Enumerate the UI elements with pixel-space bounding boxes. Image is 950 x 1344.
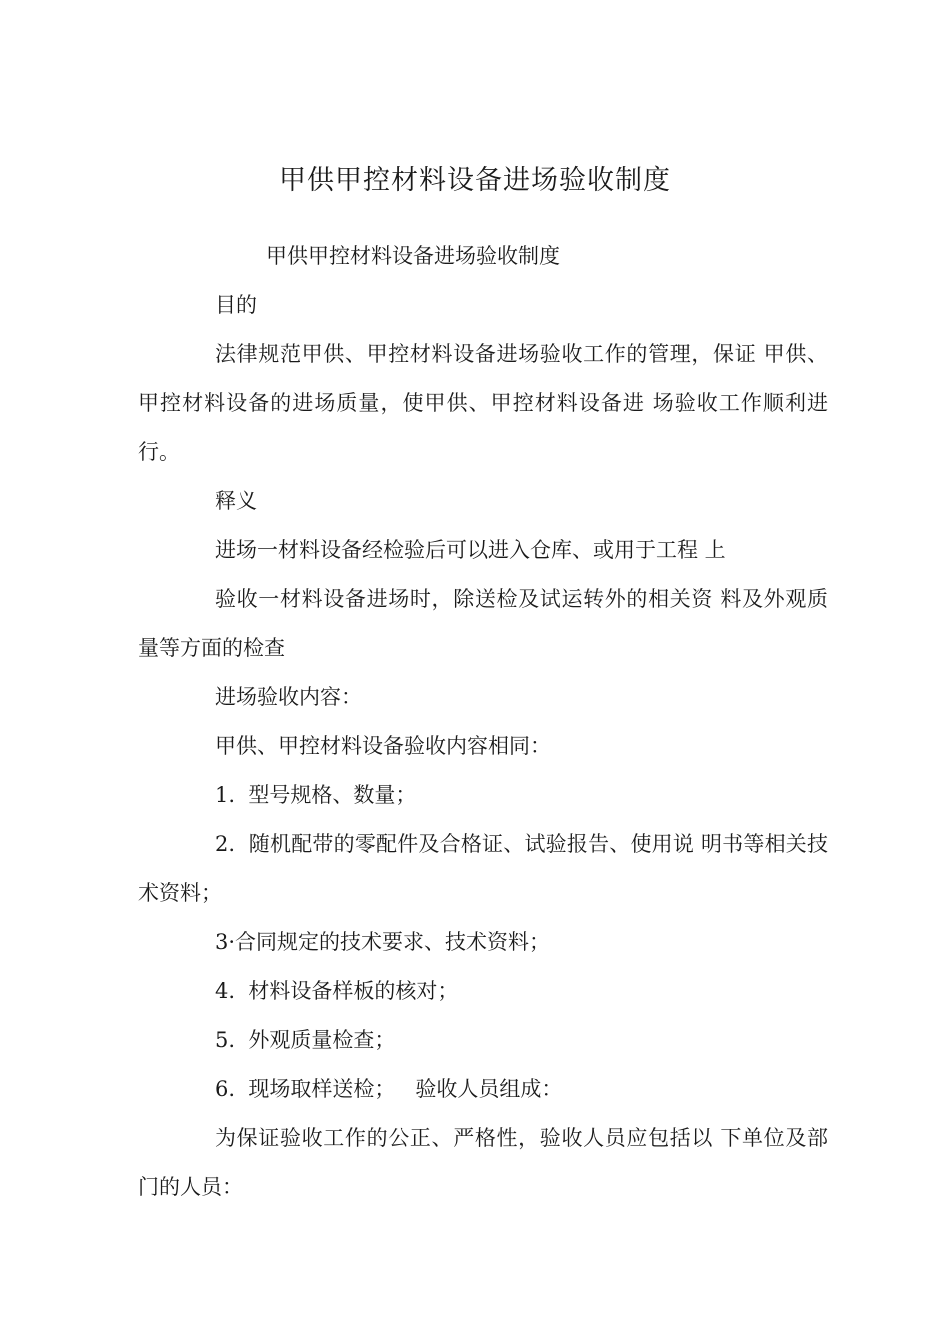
document-body <box>138 232 828 1212</box>
definition-acceptance: 验收一材料设备进场时，除送检及试运转外的相关资 料及外观质量等方面的检查 <box>138 587 828 660</box>
personnel-paragraph: 为保证验收工作的公正、严格性，验收人员应包括以 下单位及部门的人员： <box>138 1126 828 1199</box>
list-item: 4. 材料设备样板的核对； <box>215 979 459 1003</box>
definition-entry: 进场一材料设备经检验后可以进入仓库、或用于工程 上 <box>215 538 726 562</box>
list-item: 3·合同规定的技术要求、技术资料； <box>215 930 551 954</box>
list-item: 5. 外观质量检查； <box>215 1028 396 1052</box>
purpose-paragraph: 法律规范甲供、甲控材料设备进场验收工作的管理，保证 甲供、甲控材料设备的进场质量，使甲供、甲控材料设备进 场验收工作顺利进行。 <box>138 342 828 464</box>
acceptance-content-intro: 甲供、甲控材料设备验收内容相同： <box>215 734 551 758</box>
heading-acceptance-content: 进场验收内容： <box>215 685 362 709</box>
list-item: 6. 现场取样送检； 验收人员组成： <box>215 1077 563 1101</box>
document-title: 甲供甲控材料设备进场验收制度 <box>279 165 671 196</box>
heading-purpose: 目的 <box>215 293 257 317</box>
heading-definitions: 释义 <box>215 489 257 513</box>
subtitle-paragraph: 甲供甲控材料设备进场验收制度 <box>266 244 560 268</box>
list-item: 1. 型号规格、数量； <box>215 783 417 807</box>
list-item: 2. 随机配带的零配件及合格证、试验报告、使用说 明书等相关技术资料； <box>138 832 828 905</box>
